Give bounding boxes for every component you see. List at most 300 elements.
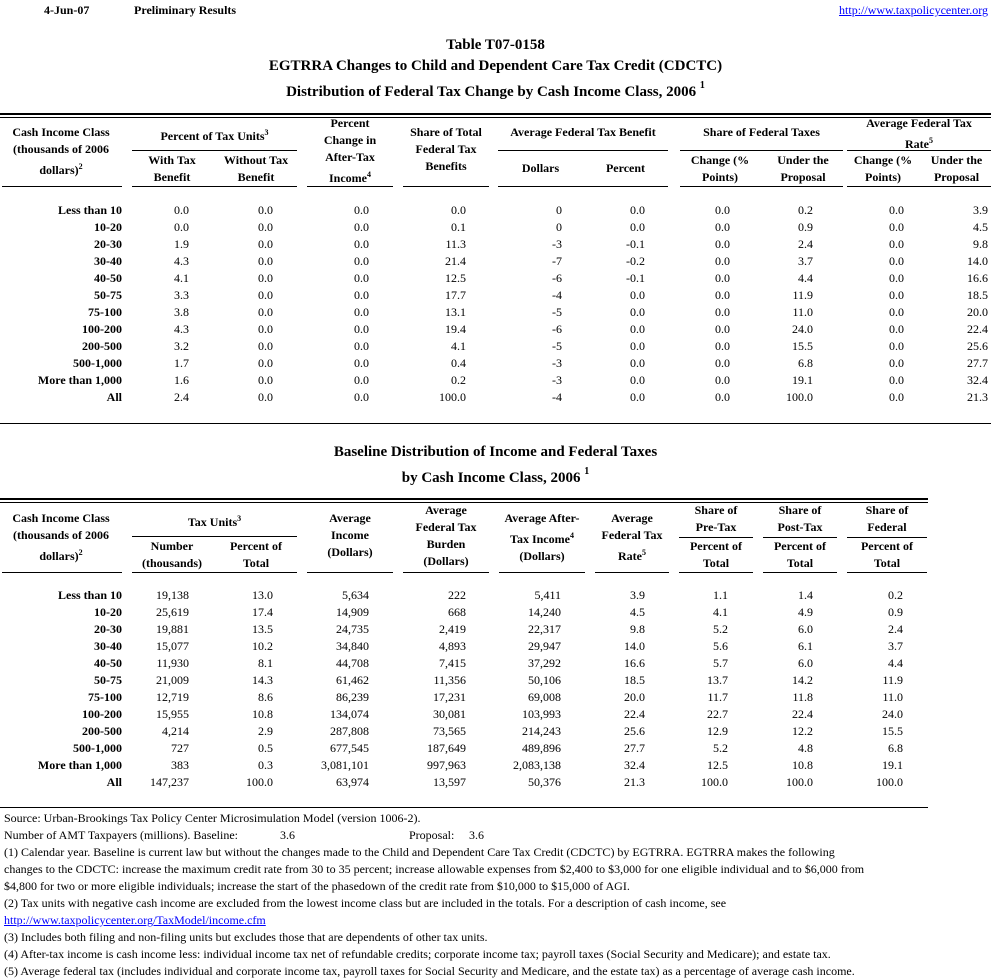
cell-pct: 8.6 — [258, 690, 273, 704]
col-pretax-pct: Percent of Total — [689, 539, 743, 570]
cell-without: 0.0 — [258, 220, 273, 234]
cell-sft-change: 0.0 — [715, 220, 730, 234]
cell-rate: 18.5 — [624, 673, 645, 687]
cell-rate-under: 14.0 — [967, 254, 988, 268]
cell-income: 287,808 — [330, 724, 369, 738]
cell-burden: 13,597 — [433, 775, 466, 789]
col-sft-under: Under the Proposal — [777, 153, 829, 184]
income-class-label: All — [106, 775, 122, 789]
cell-without: 0.0 — [258, 271, 273, 285]
income-class-label: 40-50 — [94, 656, 122, 670]
cell-percent: 0.0 — [630, 356, 645, 370]
table-row — [0, 775, 991, 792]
table-row — [0, 254, 991, 271]
cell-percent: 0.0 — [630, 390, 645, 404]
table-row — [0, 741, 991, 758]
cell-dollars: -7 — [552, 254, 562, 268]
table-row — [0, 305, 991, 322]
income-class-label: 100-200 — [82, 707, 122, 721]
cell-sft-change: 0.0 — [715, 288, 730, 302]
col-percent: Percent — [605, 161, 646, 175]
cell-number: 25,619 — [156, 605, 189, 619]
cell-federal: 0.9 — [888, 605, 903, 619]
cell-sft-change: 0.0 — [715, 390, 730, 404]
cell-with: 0.0 — [174, 203, 189, 217]
cell-after: 29,947 — [528, 639, 561, 653]
cell-rate-change: 0.0 — [889, 356, 904, 370]
income-class-label: 20-30 — [94, 237, 122, 251]
cell-pct: 2.9 — [258, 724, 273, 738]
cell-pct-change: 0.0 — [354, 203, 369, 217]
header-rule — [499, 572, 585, 573]
cell-federal: 11.0 — [882, 690, 903, 704]
income-class-label: 200-500 — [82, 339, 122, 353]
cell-posttax: 6.0 — [798, 622, 813, 636]
cell-pct: 8.1 — [258, 656, 273, 670]
cell-without: 0.0 — [258, 203, 273, 217]
cell-with: 3.2 — [174, 339, 189, 353]
income-class-label: More than 1,000 — [37, 373, 122, 387]
cell-pretax: 12.9 — [707, 724, 728, 738]
cell-federal: 15.5 — [882, 724, 903, 738]
cell-after: 5,411 — [534, 588, 561, 602]
cell-with: 0.0 — [174, 220, 189, 234]
footnote-3: (3) Includes both filing and non-filing units but excludes those that are dependents of other tax units. — [4, 930, 488, 944]
cell-federal: 100.0 — [876, 775, 903, 789]
cell-rate: 9.8 — [630, 622, 645, 636]
cell-rate-change: 0.0 — [889, 237, 904, 251]
cell-posttax: 6.1 — [798, 639, 813, 653]
col-share-federal: Share of Federal — [865, 503, 909, 534]
cell-posttax: 10.8 — [792, 758, 813, 772]
col-rate-under: Under the Proposal — [930, 153, 983, 184]
cell-pretax: 100.0 — [701, 775, 728, 789]
group-rule — [132, 150, 297, 151]
cell-income: 63,974 — [336, 775, 369, 789]
group-rule — [847, 150, 991, 151]
cell-burden: 997,963 — [427, 758, 466, 772]
cell-after: 103,993 — [522, 707, 561, 721]
cell-after: 2,083,138 — [513, 758, 561, 772]
cell-after: 14,240 — [528, 605, 561, 619]
group-rule — [498, 150, 668, 151]
cell-percent: 0.0 — [630, 373, 645, 387]
cell-percent: -0.2 — [626, 254, 645, 268]
table2-top-rule — [0, 498, 928, 500]
cell-pretax: 11.7 — [707, 690, 728, 704]
table-row — [0, 707, 991, 724]
cell-pct-change: 0.0 — [354, 305, 369, 319]
cell-federal: 6.8 — [888, 741, 903, 755]
cell-share: 100.0 — [439, 390, 466, 404]
table-row — [0, 271, 991, 288]
cell-share: 17.7 — [445, 288, 466, 302]
cell-federal: 3.7 — [888, 639, 903, 653]
cell-sft-under: 3.7 — [798, 254, 813, 268]
cell-income: 34,840 — [336, 639, 369, 653]
table2-bottom-rule — [0, 807, 928, 808]
cell-number: 19,138 — [156, 588, 189, 602]
table2-title-line1: Baseline Distribution of Income and Federal Taxes — [333, 444, 658, 460]
cell-rate: 21.3 — [624, 775, 645, 789]
cell-sft-change: 0.0 — [715, 305, 730, 319]
table-row — [0, 390, 991, 407]
table-row — [0, 588, 991, 605]
source-note: Source: Urban-Brookings Tax Policy Center Microsimulation Model (version 1006-2). — [4, 811, 421, 825]
cell-burden: 668 — [448, 605, 466, 619]
col-dollars: Dollars — [521, 161, 560, 175]
col-posttax-pct: Percent of Total — [773, 539, 827, 570]
income-class-label: 50-75 — [94, 673, 122, 687]
cell-without: 0.0 — [258, 373, 273, 387]
header-rule — [595, 572, 669, 573]
cell-rate-change: 0.0 — [889, 305, 904, 319]
cell-pct-change: 0.0 — [354, 373, 369, 387]
cell-percent: -0.1 — [626, 271, 645, 285]
income-class-label: 10-20 — [94, 605, 122, 619]
cell-pct-change: 0.0 — [354, 322, 369, 336]
cell-pretax: 5.2 — [713, 741, 728, 755]
cell-rate-change: 0.0 — [889, 373, 904, 387]
cell-without: 0.0 — [258, 339, 273, 353]
cell-rate-under: 9.8 — [973, 237, 988, 251]
col-with-benefit: With Tax Benefit — [148, 153, 196, 184]
cell-pct: 13.5 — [252, 622, 273, 636]
cell-income: 44,708 — [336, 656, 369, 670]
cell-income: 14,909 — [336, 605, 369, 619]
cell-federal: 2.4 — [888, 622, 903, 636]
cell-sft-change: 0.0 — [715, 237, 730, 251]
cell-share: 0.2 — [451, 373, 466, 387]
footnote-4: (4) After-tax income is cash income less: individual income tax net of refundable credits; corporate income tax; payroll taxes (Social Security and Medicare); and estate tax. — [4, 947, 831, 961]
cell-rate: 25.6 — [624, 724, 645, 738]
cell-without: 0.0 — [258, 237, 273, 251]
cell-number: 12,719 — [156, 690, 189, 704]
cell-rate-under: 25.6 — [967, 339, 988, 353]
table2-title — [0, 442, 991, 489]
header-rule — [2, 186, 122, 187]
cell-number: 21,009 — [156, 673, 189, 687]
cell-rate-under: 27.7 — [967, 356, 988, 370]
cell-pretax: 22.7 — [707, 707, 728, 721]
cell-number: 4,214 — [162, 724, 189, 738]
table-row — [0, 622, 991, 639]
cell-rate: 16.6 — [624, 656, 645, 670]
cell-pct: 0.5 — [258, 741, 273, 755]
cell-percent: 0.0 — [630, 220, 645, 234]
cell-with: 1.6 — [174, 373, 189, 387]
cell-with: 1.7 — [174, 356, 189, 370]
cell-without: 0.0 — [258, 254, 273, 268]
cell-posttax: 14.2 — [792, 673, 813, 687]
cell-rate-under: 22.4 — [967, 322, 988, 336]
cell-share: 12.5 — [445, 271, 466, 285]
cell-dollars: 0 — [556, 203, 562, 217]
income-class-label: 200-500 — [82, 724, 122, 738]
cell-rate-change: 0.0 — [889, 203, 904, 217]
cell-federal: 11.9 — [882, 673, 903, 687]
cell-dollars: -3 — [552, 356, 562, 370]
income-class-label: 500-1,000 — [73, 356, 122, 370]
cell-posttax: 22.4 — [792, 707, 813, 721]
cell-pretax: 5.7 — [713, 656, 728, 670]
cell-rate: 4.5 — [630, 605, 645, 619]
cell-sft-change: 0.0 — [715, 271, 730, 285]
cell-pretax: 5.6 — [713, 639, 728, 653]
cell-pct: 13.0 — [252, 588, 273, 602]
cell-dollars: -3 — [552, 373, 562, 387]
cell-number: 19,881 — [156, 622, 189, 636]
tpc-home-link[interactable]: http://www.taxpolicycenter.org — [839, 3, 988, 17]
cell-dollars: -6 — [552, 271, 562, 285]
cell-pretax: 4.1 — [713, 605, 728, 619]
table1-top-rule — [0, 113, 991, 115]
cell-without: 0.0 — [258, 390, 273, 404]
col-share-posttax: Share of Post-Tax — [777, 503, 823, 534]
cell-dollars: -5 — [552, 339, 562, 353]
cell-rate-change: 0.0 — [889, 220, 904, 234]
cell-posttax: 11.8 — [792, 690, 813, 704]
cell-burden: 4,893 — [439, 639, 466, 653]
income-class-label: 50-75 — [94, 288, 122, 302]
header-rule — [307, 572, 393, 573]
header-rule — [679, 572, 753, 573]
cell-without: 0.0 — [258, 322, 273, 336]
header-rule — [132, 572, 297, 573]
cell-rate: 20.0 — [624, 690, 645, 704]
cell-number: 383 — [171, 758, 189, 772]
cell-sft-under: 0.9 — [798, 220, 813, 234]
cell-federal: 4.4 — [888, 656, 903, 670]
table-description: Distribution of Federal Tax Change by Cash Income Class, 2006 $^1$ — [286, 80, 705, 100]
cell-income: 86,239 — [336, 690, 369, 704]
footnotes — [4, 810, 864, 980]
cell-burden: 222 — [448, 588, 466, 602]
table-row — [0, 322, 991, 339]
cell-burden: 73,565 — [433, 724, 466, 738]
cell-posttax: 1.4 — [798, 588, 813, 602]
cell-rate-under: 18.5 — [967, 288, 988, 302]
table-row — [0, 237, 991, 254]
cell-income: 5,634 — [342, 588, 369, 602]
cell-posttax: 4.9 — [798, 605, 813, 619]
col-pct-total: Percent of Total — [229, 539, 283, 570]
cell-rate-change: 0.0 — [889, 254, 904, 268]
cell-share: 0.1 — [451, 220, 466, 234]
report-date: 4-Jun-07 — [44, 3, 90, 17]
cell-sft-change: 0.0 — [715, 373, 730, 387]
cell-pct-change: 0.0 — [354, 271, 369, 285]
cell-rate: 14.0 — [624, 639, 645, 653]
header-rule — [498, 186, 668, 187]
cell-federal: 19.1 — [882, 758, 903, 772]
income-class-label: Less than 10 — [57, 203, 122, 217]
cell-after: 37,292 — [528, 656, 561, 670]
cell-without: 0.0 — [258, 356, 273, 370]
col-income-class: Cash Income Class (thousands of 2006 dollars)$^2$ — [12, 511, 110, 563]
col-group-tax-units: Tax Units$^3$ — [187, 514, 242, 529]
cell-sft-under: 2.4 — [798, 237, 813, 251]
cell-after: 22,317 — [528, 622, 561, 636]
cell-burden: 17,231 — [433, 690, 466, 704]
cell-sft-under: 100.0 — [786, 390, 813, 404]
cell-rate-under: 16.6 — [967, 271, 988, 285]
cell-sft-change: 0.0 — [715, 254, 730, 268]
table-subtitle: EGTRRA Changes to Child and Dependent Care Tax Credit (CDCTC) — [268, 58, 723, 74]
cell-burden: 30,081 — [433, 707, 466, 721]
cell-pct-change: 0.0 — [354, 288, 369, 302]
cell-sft-under: 4.4 — [798, 271, 813, 285]
cell-with: 4.3 — [174, 322, 189, 336]
cell-pretax: 5.2 — [713, 622, 728, 636]
cell-after: 69,008 — [528, 690, 561, 704]
table-row — [0, 220, 991, 237]
cell-percent: -0.1 — [626, 237, 645, 251]
cell-rate-under: 3.9 — [973, 203, 988, 217]
header-rule — [2, 572, 122, 573]
cell-share: 19.4 — [445, 322, 466, 336]
table-row — [0, 758, 991, 775]
income-class-label: 10-20 — [94, 220, 122, 234]
income-class-label: 20-30 — [94, 622, 122, 636]
cell-with: 1.9 — [174, 237, 189, 251]
header-rule — [132, 186, 297, 187]
cell-with: 4.1 — [174, 271, 189, 285]
cell-rate: 27.7 — [624, 741, 645, 755]
income-class-label: 75-100 — [88, 305, 122, 319]
cell-with: 4.3 — [174, 254, 189, 268]
col-income-class: Cash Income Class (thousands of 2006 dollars)$^2$ — [12, 125, 110, 177]
cell-share: 0.0 — [451, 203, 466, 217]
cell-income: 677,545 — [330, 741, 369, 755]
cell-rate: 32.4 — [624, 758, 645, 772]
cell-dollars: -4 — [552, 288, 562, 302]
cash-income-link[interactable]: http://www.taxpolicycenter.org/TaxModel/income.cfm — [4, 913, 266, 927]
amt-note: Number of AMT Taxpayers (millions). Baseline: 3.6 Proposal: 3.6 — [4, 828, 484, 842]
table-number: Table T07-0158 — [446, 37, 545, 53]
group-rule — [680, 150, 843, 151]
cell-pct: 0.3 — [258, 758, 273, 772]
cell-pct: 100.0 — [246, 775, 273, 789]
cell-rate-under: 20.0 — [967, 305, 988, 319]
table-row — [0, 724, 991, 741]
cell-income: 3,081,101 — [321, 758, 369, 772]
col-group-avg-tax-rate: Average Federal Tax Rate$^5$ — [866, 116, 972, 151]
table-row — [0, 673, 991, 690]
cell-rate-change: 0.0 — [889, 339, 904, 353]
cell-dollars: 0 — [556, 220, 562, 234]
col-pct-change-after-tax: Percent Change in After-Tax Income$^4$ — [323, 116, 377, 185]
cell-dollars: -5 — [552, 305, 562, 319]
cell-income: 134,074 — [330, 707, 369, 721]
cell-pretax: 1.1 — [713, 588, 728, 602]
cell-share: 4.1 — [451, 339, 466, 353]
cell-sft-under: 11.9 — [792, 288, 813, 302]
cell-share: 11.3 — [445, 237, 466, 251]
table-row — [0, 288, 991, 305]
col-avg-burden: Average Federal Tax Burden (Dollars) — [415, 503, 477, 568]
cell-pct-change: 0.0 — [354, 390, 369, 404]
cell-with: 3.3 — [174, 288, 189, 302]
cell-rate-under: 32.4 — [967, 373, 988, 387]
cell-federal: 24.0 — [882, 707, 903, 721]
cell-sft-under: 11.0 — [792, 305, 813, 319]
cell-federal: 0.2 — [888, 588, 903, 602]
table1-bottom-rule — [0, 423, 991, 424]
header-rule — [307, 186, 393, 187]
cell-pct: 17.4 — [252, 605, 273, 619]
cell-rate: 3.9 — [630, 588, 645, 602]
header-rule — [847, 186, 991, 187]
cell-rate-change: 0.0 — [889, 288, 904, 302]
cell-number: 727 — [171, 741, 189, 755]
table-row — [0, 690, 991, 707]
table-row — [0, 339, 991, 356]
cell-share: 21.4 — [445, 254, 466, 268]
cell-number: 15,077 — [156, 639, 189, 653]
table-row — [0, 373, 991, 390]
cell-after: 50,376 — [528, 775, 561, 789]
cell-sft-change: 0.0 — [715, 203, 730, 217]
cell-burden: 7,415 — [439, 656, 466, 670]
income-class-label: Less than 10 — [57, 588, 122, 602]
cell-percent: 0.0 — [630, 305, 645, 319]
group-rule — [132, 536, 297, 537]
table-row — [0, 656, 991, 673]
cell-pct-change: 0.0 — [354, 237, 369, 251]
col-share-total-benefits: Share of Total Federal Tax Benefits — [410, 125, 482, 173]
cell-rate-under: 4.5 — [973, 220, 988, 234]
footnote-2: (2) Tax units with negative cash income are excluded from the lowest income class but are included in the totals. For a description of cash income, see http://www.taxpolicycenter.org/TaxModel/income.cfm — [4, 896, 727, 927]
cell-sft-under: 6.8 — [798, 356, 813, 370]
cell-burden: 11,356 — [433, 673, 466, 687]
cell-income: 24,735 — [336, 622, 369, 636]
col-group-pct-tax-units: Percent of Tax Units$^3$ — [160, 128, 269, 143]
cell-sft-under: 15.5 — [792, 339, 813, 353]
income-class-label: All — [106, 390, 122, 404]
cell-burden: 187,649 — [427, 741, 466, 755]
cell-number: 15,955 — [156, 707, 189, 721]
cell-percent: 0.0 — [630, 339, 645, 353]
header-rule — [847, 572, 927, 573]
col-rate-change: Change (% Points) — [853, 153, 913, 184]
income-class-label: 40-50 — [94, 271, 122, 285]
cell-percent: 0.0 — [630, 203, 645, 217]
cell-without: 0.0 — [258, 288, 273, 302]
col-group-avg-benefit: Average Federal Tax Benefit — [510, 125, 656, 139]
income-class-label: 30-40 — [94, 639, 122, 653]
cell-number: 147,237 — [150, 775, 189, 789]
footnote-5: (5) Average federal tax (includes individual and corporate income tax, payroll taxes for Social Security and Medicare, and the estate tax) as a percentage of average cash income. — [4, 964, 855, 978]
cell-sft-under: 0.2 — [798, 203, 813, 217]
cell-pct: 10.8 — [252, 707, 273, 721]
cell-after: 50,106 — [528, 673, 561, 687]
cell-burden: 2,419 — [439, 622, 466, 636]
cell-pct: 10.2 — [252, 639, 273, 653]
cell-percent: 0.0 — [630, 322, 645, 336]
col-sft-change: Change (% Points) — [690, 153, 750, 184]
report-status: Preliminary Results — [134, 3, 237, 17]
cell-dollars: -4 — [552, 390, 562, 404]
table-row — [0, 639, 991, 656]
cell-rate-change: 0.0 — [889, 271, 904, 285]
cell-posttax: 12.2 — [792, 724, 813, 738]
cell-rate: 22.4 — [624, 707, 645, 721]
col-group-share-fed-taxes: Share of Federal Taxes — [703, 125, 820, 139]
cell-pct-change: 0.0 — [354, 254, 369, 268]
cell-pct-change: 0.0 — [354, 356, 369, 370]
cell-dollars: -3 — [552, 237, 562, 251]
